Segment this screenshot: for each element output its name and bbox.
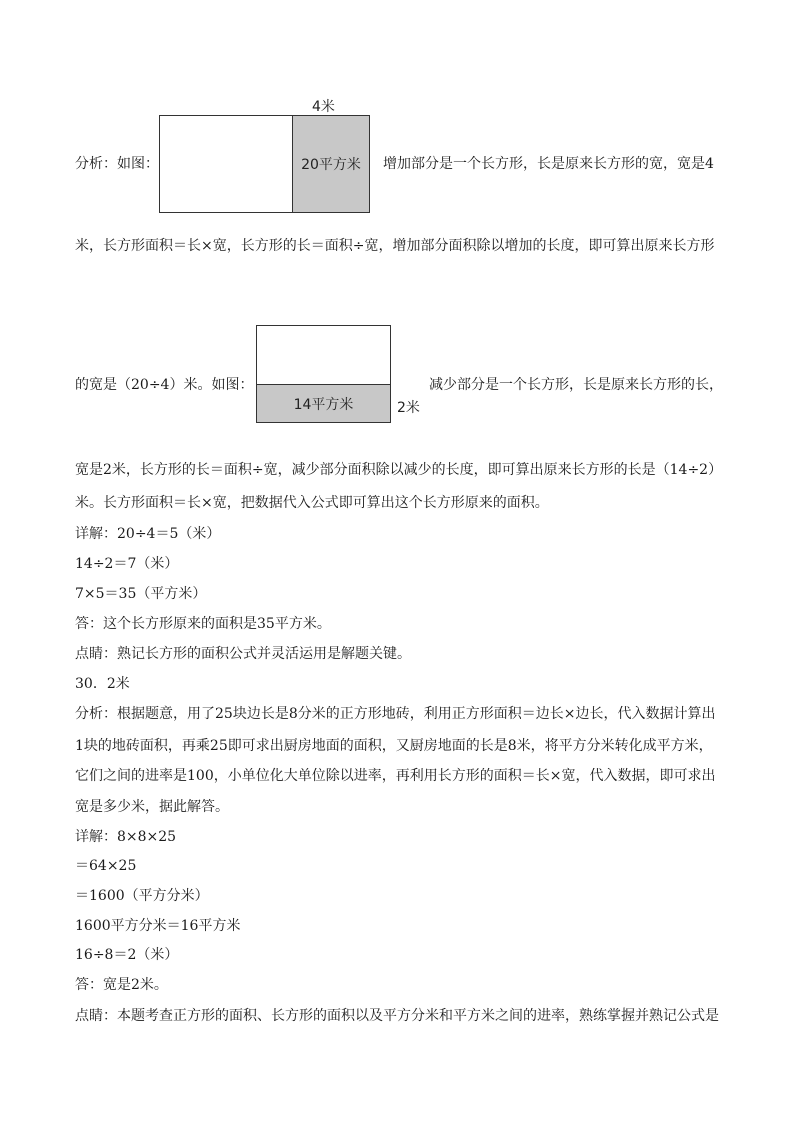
figure1-shaded-label: 20平方米 bbox=[301, 157, 361, 173]
text-line: 答：这个长方形原来的面积是35平方米。 bbox=[75, 616, 331, 632]
text-line: 14÷2＝7（米） bbox=[75, 556, 179, 572]
text-line: 详解：8×8×25 bbox=[75, 829, 177, 845]
text-line: ＝1600（平方分米） bbox=[75, 888, 209, 904]
figure1-shaded-area bbox=[292, 115, 370, 213]
text-line: 7×5＝35（平方米） bbox=[75, 586, 207, 602]
figure1-intro: 分析：如图： bbox=[75, 156, 159, 172]
text-line: 答：宽是2米。 bbox=[75, 977, 168, 993]
text-line: 16÷8＝2（米） bbox=[75, 947, 179, 963]
figure2-after-text: 减少部分是一个长方形，长是原来长方形的长， bbox=[429, 377, 723, 393]
text-line: 1块的地砖面积，再乘25即可求出厨房地面的面积，又厨房地面的长是8米，将平方分米转化成平方米， bbox=[75, 738, 713, 754]
question-number: 30．2米 bbox=[75, 676, 130, 692]
paragraph-line: 米，长方形面积＝长×宽，长方形的长＝面积÷宽，增加部分面积除以增加的长度，即可算出原来长方形 bbox=[75, 238, 715, 254]
figure1-top-label: 4米 bbox=[312, 99, 335, 115]
text-line: 米。长方形面积＝长×宽，把数据代入公式即可算出这个长方形原来的面积。 bbox=[75, 495, 549, 511]
text-line: 详解：20÷4＝5（米） bbox=[75, 526, 221, 542]
figure2-shaded-label: 14平方米 bbox=[293, 396, 354, 413]
text-line: 分析：根据题意，用了25块边长是8分米的正方形地砖，利用正方形面积＝边长×边长，代入数据计算出 bbox=[75, 706, 716, 722]
text-line: 宽是多少米，据此解答。 bbox=[75, 799, 229, 815]
text-line: 1600平方分米＝16平方米 bbox=[75, 918, 241, 934]
text-line: ＝64×25 bbox=[75, 858, 137, 874]
text-line: 宽是2米，长方形的长＝面积÷宽，减少部分面积除以减少的长度，即可算出原来长方形的长是（14÷2） bbox=[75, 462, 723, 478]
figure2-intro: 的宽是（20÷4）米。如图： bbox=[75, 377, 254, 393]
text-line: 它们之间的进率是100，小单位化大单位除以进率，再利用长方形的面积＝长×宽，代入数据，即可求出 bbox=[75, 768, 716, 784]
figure1-after-text: 增加部分是一个长方形，长是原来长方形的宽，宽是4 bbox=[383, 156, 714, 172]
figure2-side-label: 2米 bbox=[397, 400, 420, 416]
text-line: 点睛：本题考查正方形的面积、长方形的面积以及平方分米和平方米之间的进率，熟练掌握并熟记公式是 bbox=[75, 1008, 719, 1024]
figure2-shaded-area bbox=[256, 384, 391, 423]
text-line: 点睛：熟记长方形的面积公式并灵活运用是解题关键。 bbox=[75, 646, 411, 662]
